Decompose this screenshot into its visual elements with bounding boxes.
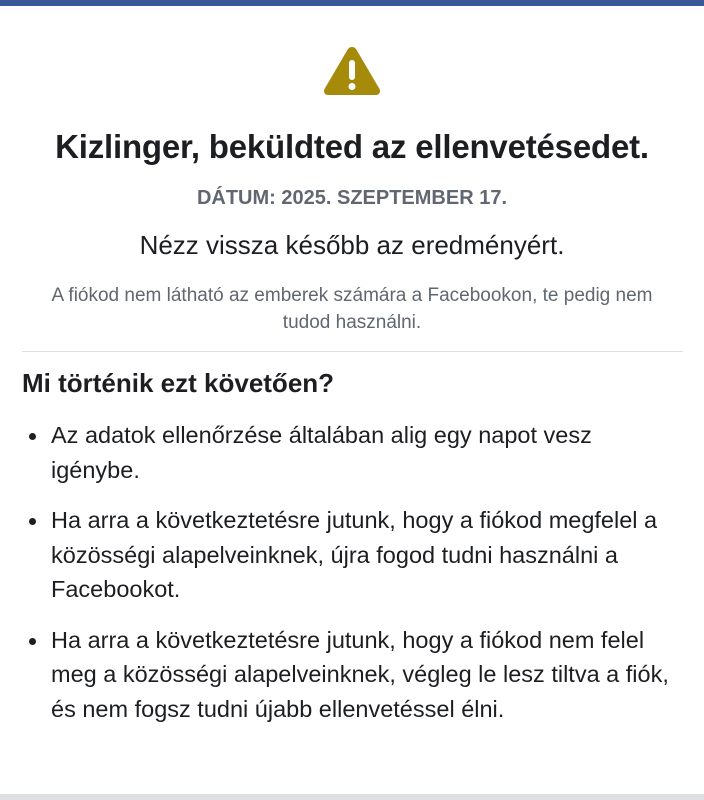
list-item (22, 623, 682, 727)
list-item-text: Ha arra a következtetésre jutunk, hogy a fiókod nem felel meg a közösségi alapelveinknek, végleg le lesz tiltva a fiók, és nem fogsz tudni újabb ellenvetéssel élni. (51, 626, 669, 722)
top-bar (0, 0, 704, 6)
bullet-icon (29, 433, 36, 440)
section-title: Mi történik ezt követően? (22, 368, 335, 398)
list-item (22, 503, 682, 607)
next-steps-list (22, 418, 682, 742)
bottom-bar (0, 794, 704, 800)
submission-date: DÁTUM: 2025. SZEPTEMBER 17. (196, 187, 508, 209)
list-item-text: Az adatok ellenőrzése általában alig egy napot vesz igénybe. (51, 422, 592, 483)
page-title: Kizlinger, beküldted az ellenvetésedet. (55, 128, 649, 165)
bullet-icon (29, 638, 36, 645)
warning-triangle-icon (322, 44, 382, 96)
account-note: A fiókod nem látható az emberek számára a Facebookon, te pedig nem tudod használni. (51, 285, 653, 333)
list-item (22, 418, 682, 487)
divider (22, 351, 683, 352)
status-message: Nézz vissza később az eredményért. (139, 230, 565, 260)
list-item-text: Ha arra a következtetésre jutunk, hogy a fiókod megfelel a közösségi alapelveinknek, újra fogod tudni használni a Facebookot. (51, 507, 658, 602)
bullet-icon (29, 518, 36, 525)
